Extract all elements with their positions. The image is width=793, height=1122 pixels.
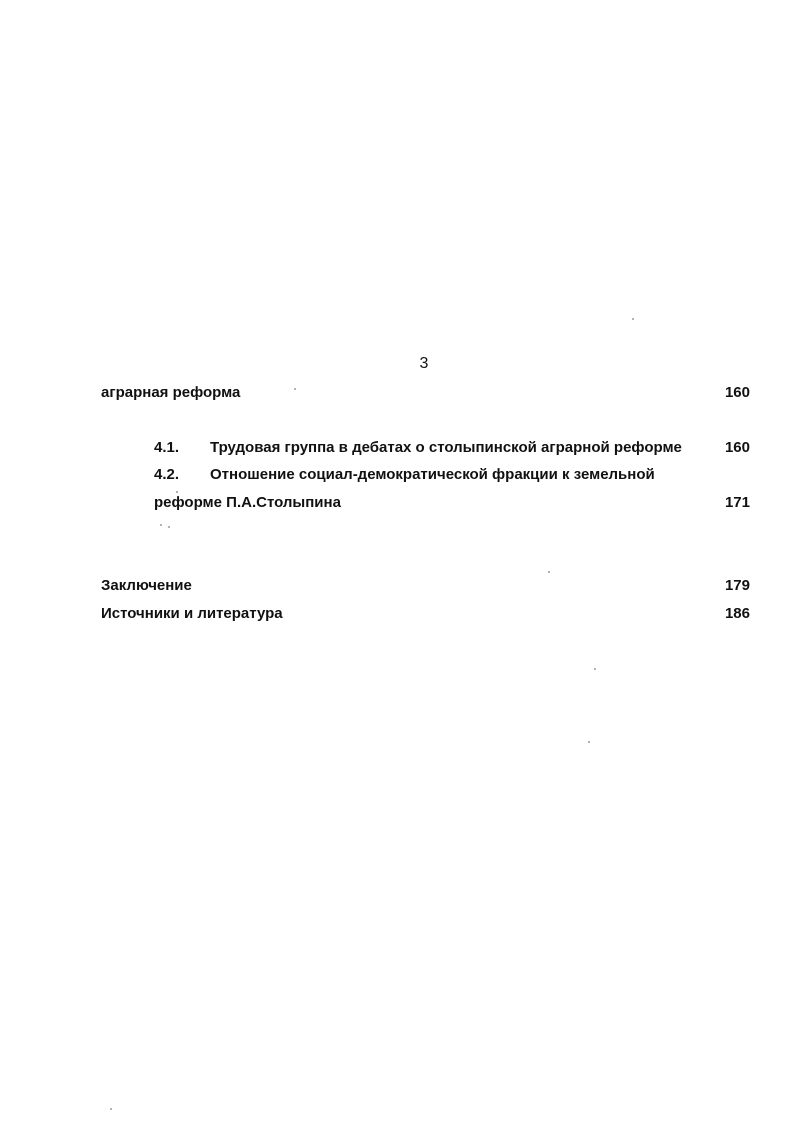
- toc-entry-4-1-page: 160: [724, 439, 750, 456]
- toc-entry-agrarian-page: 160: [724, 384, 750, 401]
- toc-entry-4-2-title-line2: реформе П.А.Столыпина: [154, 494, 341, 511]
- page-number: 3: [419, 355, 429, 372]
- toc-entry-4-1-title: Трудовая группа в дебатах о столыпинской аграрной реформе: [210, 439, 682, 456]
- toc-entry-4-2: [154, 466, 655, 484]
- toc-entry-sources-title: Источники и литература: [101, 605, 283, 622]
- toc-entry-4-1-number: 4.1.: [154, 439, 180, 456]
- scan-speck: [160, 524, 162, 526]
- scan-speck: [548, 571, 550, 573]
- toc-entry-conclusion-title: Заключение: [101, 577, 192, 594]
- toc-entry-conclusion-page: 179: [724, 577, 750, 594]
- scan-speck: [594, 668, 596, 670]
- toc-entry-4-2-title-line1: Отношение социал-демократической фракции к земельной: [210, 466, 655, 483]
- toc-entry-agrarian-title: аграрная реформа: [101, 384, 241, 401]
- toc-entry-4-1: [154, 439, 682, 457]
- scan-speck: [168, 526, 170, 528]
- scan-speck: [294, 388, 296, 390]
- toc-entry-4-2-page: 171: [724, 494, 750, 511]
- toc-entry-4-2-number: 4.2.: [154, 466, 180, 483]
- scan-speck: [632, 318, 634, 320]
- scan-speck: [588, 741, 590, 743]
- scan-speck: [176, 491, 178, 493]
- toc-entry-sources-page: 186: [724, 605, 750, 622]
- scan-speck: [110, 1108, 112, 1110]
